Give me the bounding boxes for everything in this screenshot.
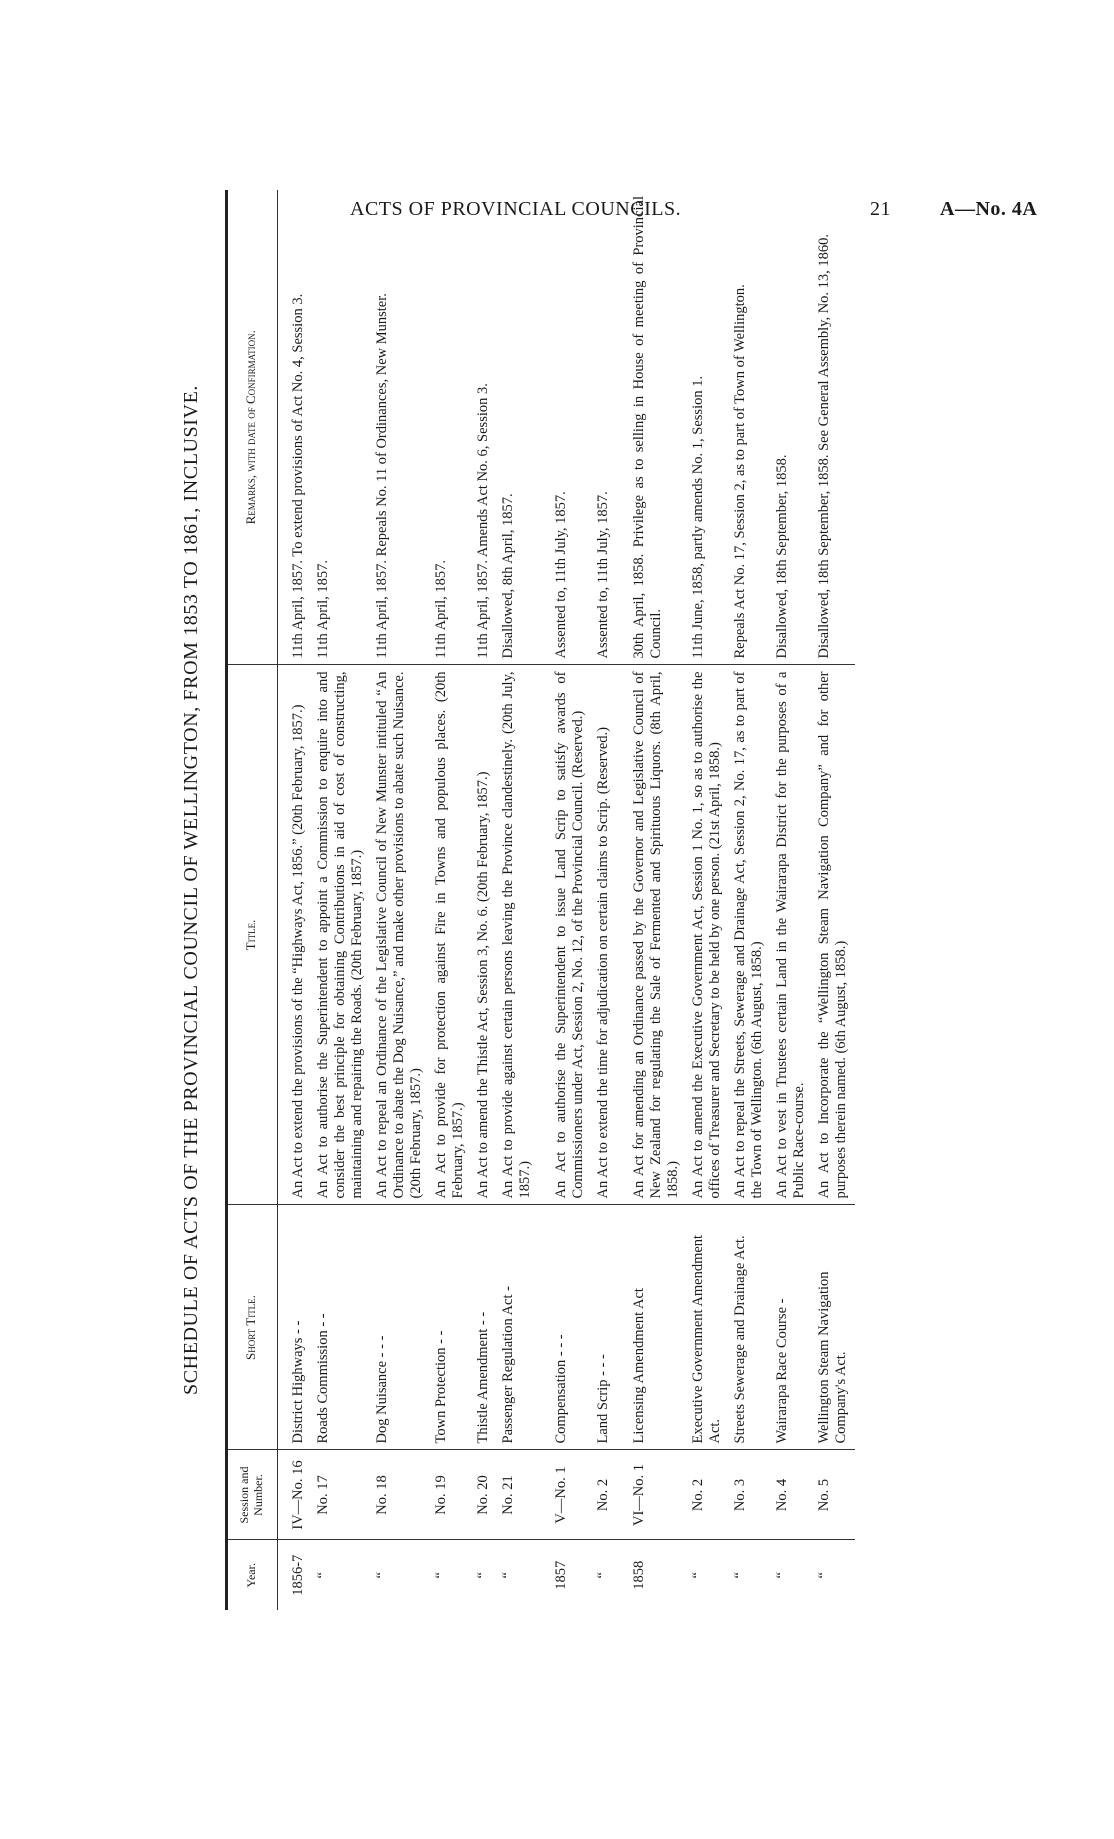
cell-remarks: 30th April, 1858. Privilege as to selling in House of meeting of Provincial Council. <box>617 190 687 665</box>
cell-remarks: 11th April, 1857. Repeals No. 11 of Ordinances, New Munster. <box>371 190 430 665</box>
table-row <box>729 190 771 1610</box>
cell-session: IV—No. 16 <box>278 1450 313 1540</box>
cell-session: No. 20 <box>472 1450 497 1540</box>
cell-remarks: Disallowed, 18th September, 1858. <box>771 190 813 665</box>
cell-remarks: 11th June, 1858, partly amends No. 1, Session 1. <box>687 190 729 665</box>
cell-short-title: District Highways - - <box>278 1205 313 1450</box>
cell-year: “ <box>595 1572 611 1579</box>
cell-short-title: Town Protection - - <box>430 1205 472 1450</box>
col-header-year: Year. <box>225 1540 278 1610</box>
cell-short-title: Dog Nuisance - - - <box>371 1205 430 1450</box>
cell-short-title: Passenger Regulation Act - <box>497 1205 539 1450</box>
cell-remarks: 11th April, 1857. Amends Act No. 6, Session 3. <box>472 190 497 665</box>
cell-title: An Act to amend the Thistle Act, Session 3, No. 6. (20th February, 1857.) <box>472 665 497 1205</box>
col-header-title: Title. <box>225 665 278 1205</box>
cell-remarks: Assented to, 11th July, 1857. <box>592 190 617 665</box>
table-row <box>497 190 539 1610</box>
cell-session: No. 17 <box>312 1450 371 1540</box>
cell-short-title: Licensing Amendment Act <box>617 1205 687 1450</box>
cell-session: No. 21 <box>497 1450 539 1540</box>
cell-title: An Act to Incorporate the “Wellington Steam Navigation Company” and for other purposes therein named. (6th August, 1858.) <box>813 665 855 1205</box>
cell-session: No. 18 <box>371 1450 430 1540</box>
table-row <box>278 190 313 1610</box>
cell-session: V—No. 1 <box>539 1450 592 1540</box>
cell-short-title: Wellington Steam Navigation Company's Act. <box>813 1205 855 1450</box>
col-header-remarks: Remarks, with date of Confirmation. <box>225 190 278 665</box>
table-row <box>813 190 855 1610</box>
table-row <box>617 190 687 1610</box>
cell-year: 1856-7 <box>290 1554 306 1596</box>
cell-year: “ <box>374 1572 390 1579</box>
cell-year: “ <box>690 1572 706 1579</box>
schedule-table <box>225 190 855 1610</box>
cell-title: An Act to provide for protection against Fire in Towns and populous places. (20th February, 1857.) <box>430 665 472 1205</box>
cell-short-title: Roads Commission - - <box>312 1205 371 1450</box>
rotated-schedule <box>180 170 870 1610</box>
cell-session: VI—No. 1 <box>617 1450 687 1540</box>
cell-short-title: Thistle Amendment - - <box>472 1205 497 1450</box>
cell-title: An Act to amend the Executive Government Act, Session 1 No. 1, so as to authorise the offices of Treasurer and Secretary to be held by one person. (21st April, 1858.) <box>687 665 729 1205</box>
cell-session: No. 5 <box>813 1450 855 1540</box>
cell-year: 1857 <box>553 1560 569 1590</box>
cell-year: “ <box>774 1572 790 1579</box>
cell-session: No. 2 <box>592 1450 617 1540</box>
cell-session: No. 4 <box>771 1450 813 1540</box>
cell-title: An Act to repeal the Streets, Sewerage and Drainage Act, Session 2, No. 17, as to part of the Town of Wellington. (6th August, 1858.) <box>729 665 771 1205</box>
cell-remarks: 11th April, 1857. <box>312 190 371 665</box>
cell-short-title: Streets Sewerage and Drainage Act. <box>729 1205 771 1450</box>
table-row <box>430 190 472 1610</box>
cell-year: “ <box>475 1572 491 1579</box>
schedule-header-row <box>225 190 278 1610</box>
col-header-short-title: Short Title. <box>225 1205 278 1450</box>
cell-remarks: Disallowed, 8th April, 1857. <box>497 190 539 665</box>
cell-session: No. 3 <box>729 1450 771 1540</box>
cell-session: No. 19 <box>430 1450 472 1540</box>
cell-year: “ <box>433 1572 449 1579</box>
cell-short-title: Executive Government Amendment Act. <box>687 1205 729 1450</box>
cell-year: “ <box>816 1572 832 1579</box>
schedule-body <box>278 190 856 1610</box>
cell-year: “ <box>315 1572 331 1579</box>
cell-short-title: Compensation - - - <box>539 1205 592 1450</box>
table-row <box>592 190 617 1610</box>
cell-short-title: Wairarapa Race Course - <box>771 1205 813 1450</box>
table-top-rule <box>225 190 228 1610</box>
table-row <box>312 190 371 1610</box>
cell-year: 1858 <box>631 1560 647 1590</box>
page-header-title: ACTS OF PROVINCIAL COUNCILS. <box>350 197 682 220</box>
cell-session: No. 2 <box>687 1450 729 1540</box>
cell-title: An Act to repeal an Ordinance of the Legislative Council of New Munster intituled “An Ordinance to abate the Dog Nuisance,” and make other provisions to abate such Nuisance. (20th February, 1857.) <box>371 665 430 1205</box>
cell-title: An Act to authorise the Superintendent to issue Land Scrip to satisfy awards of Commissioners under Act, Session 2, No. 12, of the Provincial Council. (Reserved.) <box>539 665 592 1205</box>
cell-title: An Act to extend the provisions of the “Highways Act, 1856.” (20th February, 1857.) <box>278 665 313 1205</box>
cell-title: An Act to authorise the Superintendent to appoint a Commission to enquire into and consider the best principle for obtaining Contributions in aid of cost of constructing, maintaining and repairing the Roads. (20th February, 1857.) <box>312 665 371 1205</box>
cell-title: An Act for amending an Ordinance passed by the Governor and Legislative Council of New Zealand for regulating the Sale of Fermented and Spirituous Liquors. (8th April, 1858.) <box>617 665 687 1205</box>
table-row <box>472 190 497 1610</box>
table-row <box>771 190 813 1610</box>
schedule-title: SCHEDULE OF ACTS OF THE PROVINCIAL COUNCIL OF WELLINGTON, FROM 1853 TO 1861, INCLUSIVE. <box>180 384 202 1396</box>
cell-title: An Act to provide against certain persons leaving the Province clandestinely. (20th July, 1857.) <box>497 665 539 1205</box>
cell-remarks: Disallowed, 18th September, 1858. See General Assembly, No. 13, 1860. <box>813 190 855 665</box>
document-reference: A—No. 4A <box>940 197 1038 220</box>
cell-year: “ <box>500 1572 516 1579</box>
cell-short-title: Land Scrip - - - <box>592 1205 617 1450</box>
table-row <box>371 190 430 1610</box>
cell-remarks: Repeals Act No. 17, Session 2, as to part of Town of Wellington. <box>729 190 771 665</box>
col-header-session: Session and Number. <box>225 1450 278 1540</box>
cell-remarks: 11th April, 1857. <box>430 190 472 665</box>
table-row <box>539 190 592 1610</box>
page-number: 21 <box>870 197 891 220</box>
cell-remarks: Assented to, 11th July, 1857. <box>539 190 592 665</box>
cell-title: An Act to extend the time for adjudication on certain claims to Scrip. (Reserved.) <box>592 665 617 1205</box>
table-row <box>687 190 729 1610</box>
cell-title: An Act to vest in Trustees certain Land in the Wairarapa District for the purposes of a Public Race-course. <box>771 665 813 1205</box>
cell-year: “ <box>732 1572 748 1579</box>
cell-remarks: 11th April, 1857. To extend provisions of Act No. 4, Session 3. <box>278 190 313 665</box>
